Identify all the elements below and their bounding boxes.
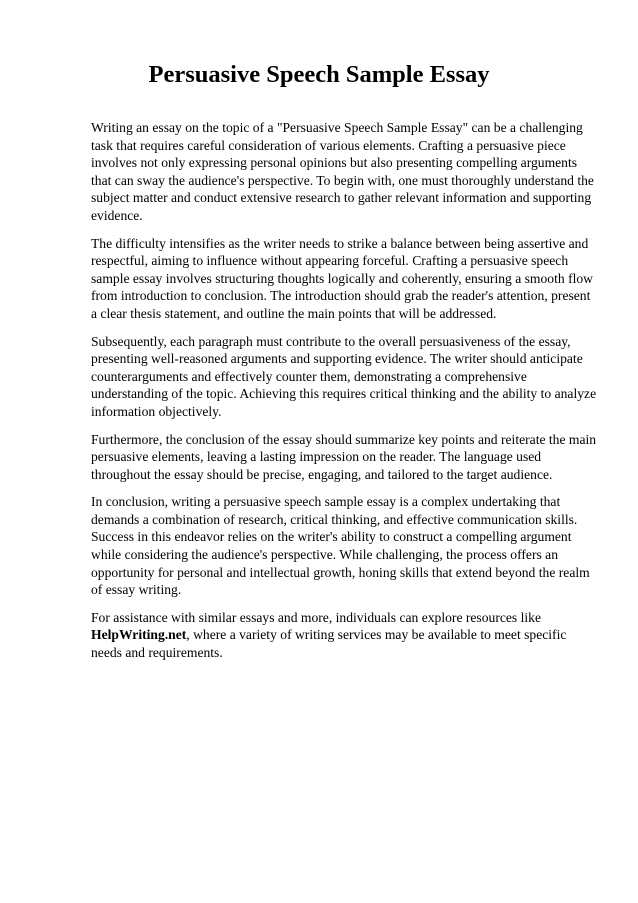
essay-body <box>91 119 597 672</box>
paragraph-1: Writing an essay on the topic of a "Persuasive Speech Sample Essay" can be a challenging task that requires careful consideration of various elements. Crafting a persuasive piece involves not only expressing personal opinions but also presenting compelling arguments that can sway the audience's perspective. To begin with, one must thoroughly understand the subject matter and conduct extensive research to gather relevant information and supporting evidence. <box>91 120 594 223</box>
helpwriting-link[interactable]: HelpWriting.net <box>91 627 187 643</box>
page-title: Persuasive Speech Sample Essay <box>148 61 490 88</box>
paragraph-6-outro: , where a variety of writing services may be available to meet specific needs and requirements. <box>91 627 567 661</box>
paragraph-2: The difficulty intensifies as the writer needs to strike a balance between being assertive and respectful, aiming to influence without appearing forceful. Crafting a persuasive speech sample essay involves structuring thoughts logically and coherently, ensuring a smooth flow from introduction to conclusion. The introduction should grab the reader's attention, present a clear thesis statement, and outline the main points that will be addressed. <box>91 235 593 321</box>
paragraph-5: In conclusion, writing a persuasive speech sample essay is a complex undertaking that demands a combination of research, critical thinking, and effective communication skills. Success in this endeavor relies on the writer's ability to construct a compelling argument while considering the audience's perspective. While challenging, the process offers an opportunity for personal and intellectual growth, honing skills that extend beyond the realm of essay writing. <box>91 494 590 598</box>
paragraph-3: Subsequently, each paragraph must contribute to the overall persuasiveness of the essay, presenting well-reasoned arguments and supporting evidence. The writer should anticipate counterarguments and effectively counter them, demonstrating a comprehensive understanding of the topic. Achieving this requires critical thinking and the ability to analyze information objectively. <box>91 333 597 419</box>
paragraph-4: Furthermore, the conclusion of the essay should summarize key points and reiterate the main persuasive elements, leaving a lasting impression on the reader. The language used throughout the essay should be precise, engaging, and tailored to the target audience. <box>91 431 597 482</box>
paragraph-6-intro: For assistance with similar essays and more, individuals can explore resources like <box>91 609 541 625</box>
paragraph-6 <box>91 609 597 662</box>
